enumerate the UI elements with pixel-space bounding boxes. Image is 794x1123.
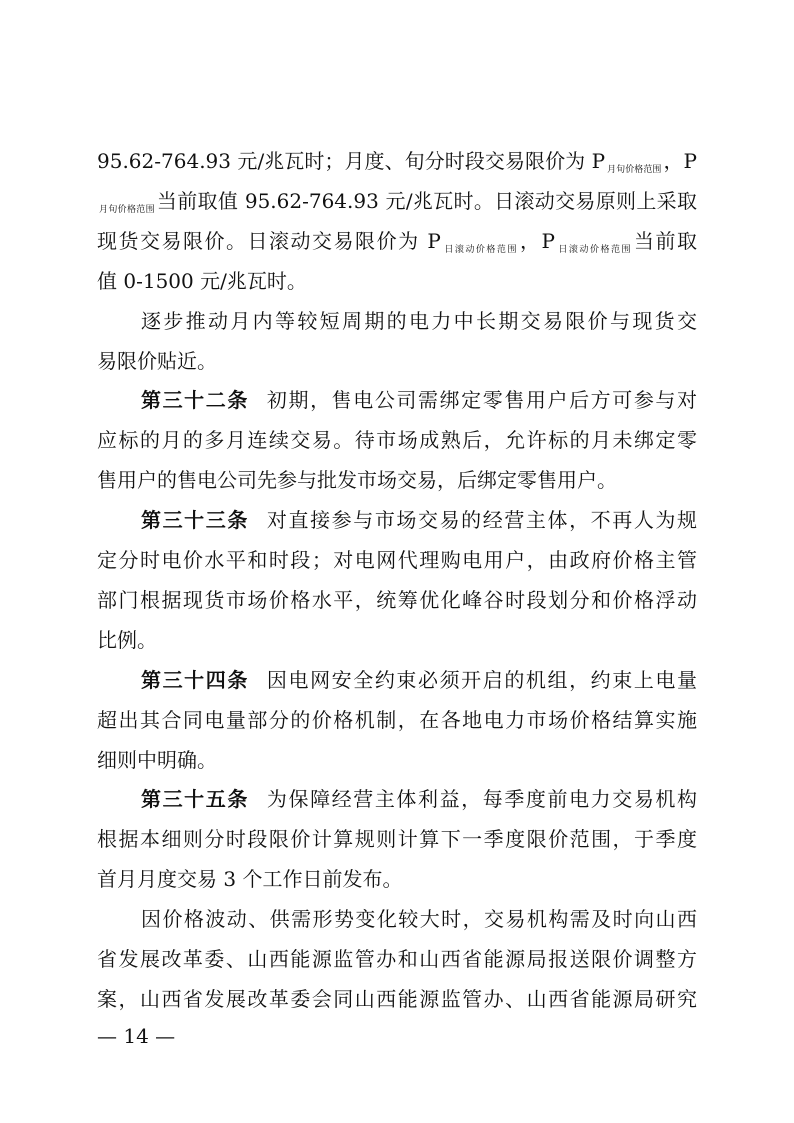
text-segment: 95.62-764.93 元/兆瓦时；月度、旬分时段交易限价为 P [97,149,606,173]
text-segment: 值 0-1500 元/兆瓦时。 [97,268,307,293]
text-segment: 案，山西省发展改革委会同山西能源监管办、山西省能源局研究 [97,986,697,1011]
text-line [141,904,697,934]
text-segment: 当前取 [633,228,697,253]
text-line [141,385,697,415]
subscript: 月旬价格范围 [99,204,155,215]
text-line [97,864,697,894]
article-heading: 第三十四条 [141,667,249,692]
text-line [97,984,697,1014]
text-segment: 现货交易限价。日滚动交易限价为 P [97,228,441,253]
text-segment: 根据本细则分时段限价计算规则计算下一季度限价范围，于季度 [97,827,697,852]
subscript: 日滚动价格范围 [442,244,518,255]
text-segment: 定分时电价水平和时段；对电网代理购电用户，由政府价格主管 [97,548,697,572]
text-line [97,346,697,376]
text-segment: 超出其合同电量部分的价格机制，在各地电力市场价格结算实施 [97,707,697,732]
text-line [97,266,697,296]
text-line [97,745,697,775]
text-segment: 因电网安全约束必须开启的机组，约束上电量 [266,667,698,692]
text-segment: 比例。 [97,627,157,652]
text-segment: 初期，售电公司需绑定零售用户后方可参与对 [266,388,698,413]
text-line [97,226,697,256]
text-segment: 部门根据现货市场价格水平，统筹优化峰谷时段划分和价格浮动 [97,587,697,612]
text-line [97,425,697,455]
text-line [97,824,697,854]
text-segment: 因价格波动、供需形势变化较大时，交易机构需及时向山西 [141,907,697,932]
text-line [141,665,697,695]
text-segment: 细则中明确。 [97,747,217,772]
text-segment: 易限价贴近。 [97,348,217,373]
article-heading: 第三十二条 [141,388,249,413]
article-heading: 第三十五条 [141,787,249,812]
text-segment: ，P [519,228,555,253]
text-segment: ，P [663,149,697,173]
subscript: 日滚动价格范围 [556,244,632,255]
article-heading: 第三十三条 [141,508,249,533]
text-segment: 应标的月的多月连续交易。待市场成熟后，允许标的月未绑定零 [97,428,697,453]
text-line [97,585,697,615]
text-line [97,465,697,495]
text-segment: 对直接参与市场交易的经营主体，不再人为规 [266,508,698,533]
page-number: — 14 — [97,1024,176,1048]
text-line [97,705,697,735]
text-line [97,625,697,655]
text-segment: 省发展改革委、山西能源监管办和山西省能源局报送限价调整方 [97,947,697,971]
text-segment: 逐步推动月内等较短周期的电力中长期交易限价与现货交 [141,308,697,333]
text-segment: 首月月度交易 3 个工作日前发布。 [97,867,403,892]
text-segment: 当前取值 95.62-764.93 元/兆瓦时。日滚动交易原则上采取 [156,188,697,213]
text-line [141,505,697,535]
text-line [141,306,697,336]
text-segment: 为保障经营主体利益，每季度前电力交易机构 [266,787,698,812]
text-line [97,186,697,216]
subscript: 月旬价格范围 [607,165,662,175]
text-line [97,146,697,176]
text-line [97,944,697,974]
text-line [97,545,697,575]
text-line [141,784,697,814]
text-segment: 售用户的售电公司先参与批发市场交易，后绑定零售用户。 [97,468,617,493]
